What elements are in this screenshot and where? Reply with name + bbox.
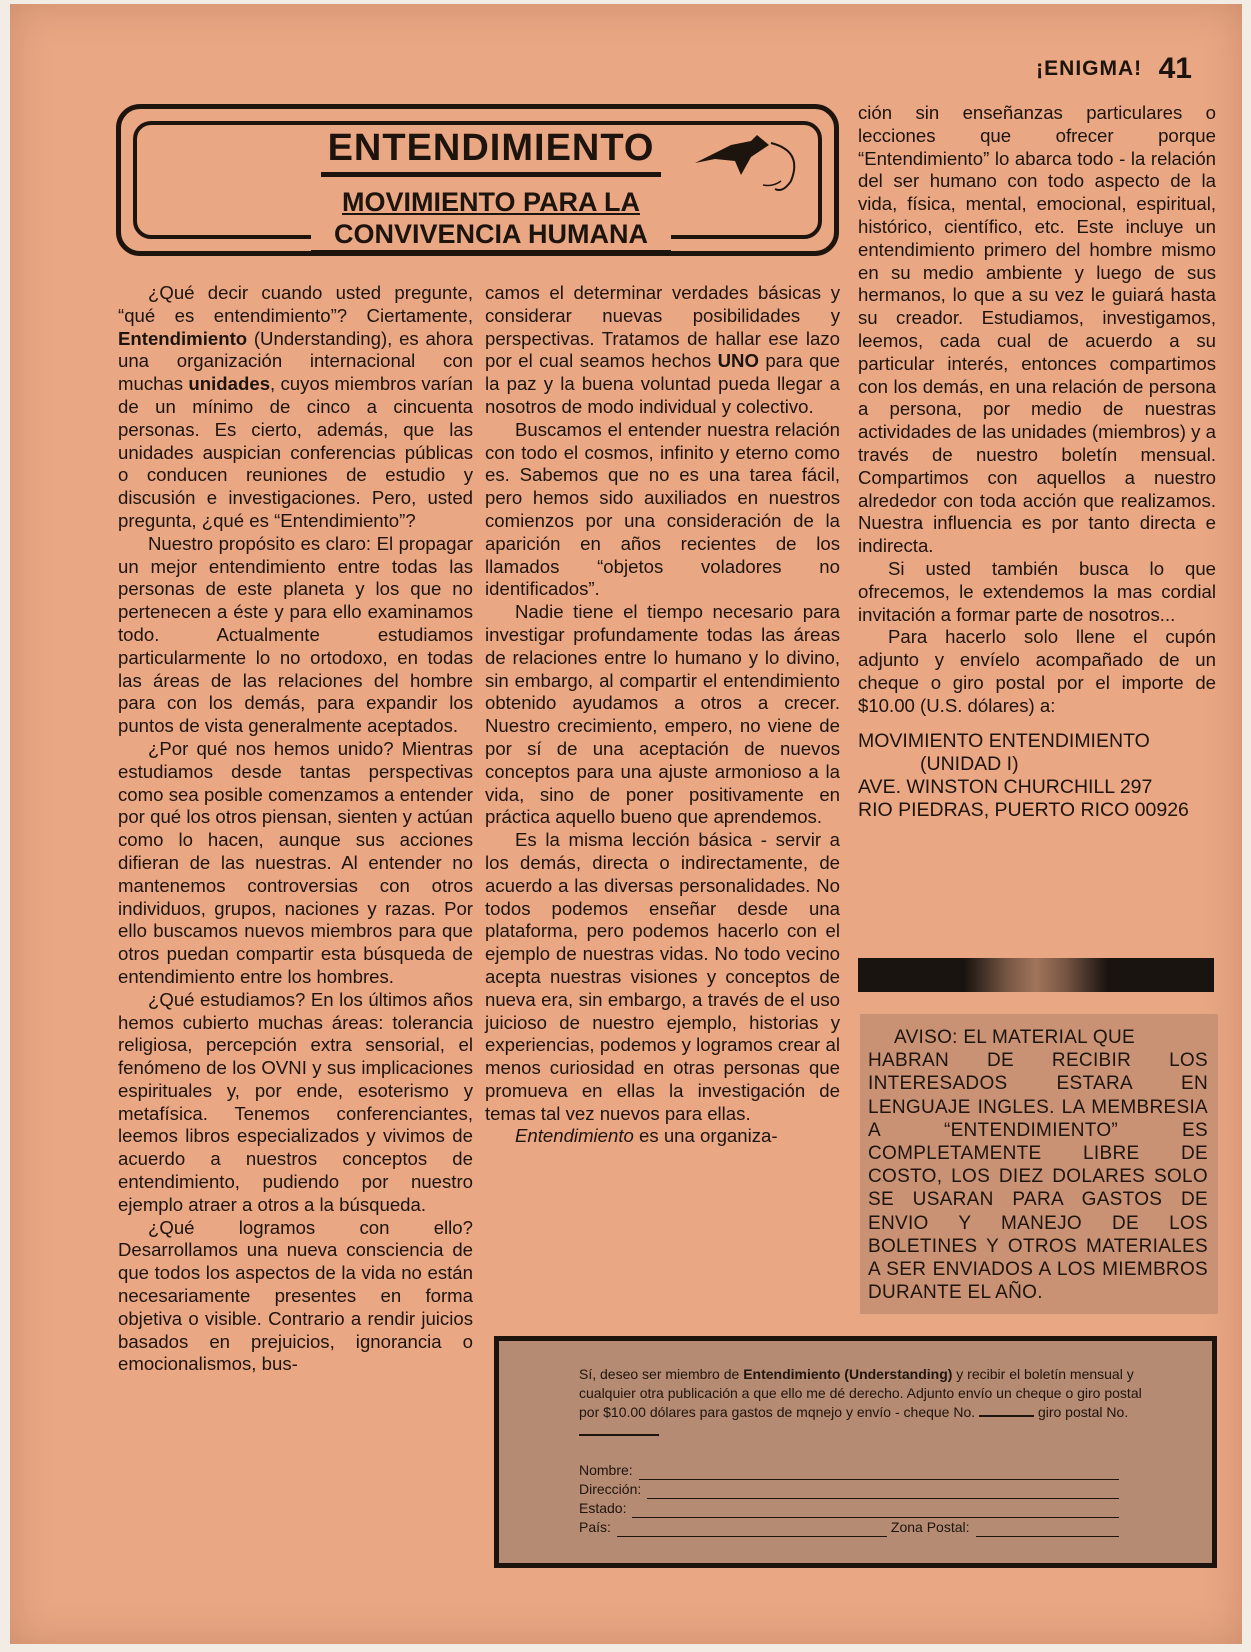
article-subtitle-line2: CONVIVENCIA HUMANA: [311, 219, 671, 254]
paragraph: ción sin enseñanzas particulares o lecciones que ofrecer porque “Entendimiento” lo abarca todo - la relación del ser humano con todo aspecto de la vida, física, mental, emocional, espiritual, histórico, científico, etc. Este incluye un entendimiento primero del hombre mismo en su medio ambiente y luego de sus hermanos, lo que a su vez le guiará hasta su creador. Estudiamos, investigamos, leemos, cada cual de acuerdo a su particular interés, entonces compartimos con los demás, en una relación de persona a persona, por medio de nuestras actividades de las unidades (miembros) y a través de nuestro boletín mensual. Compartimos con aquellos a nuestro alrededor con toda acción que realizamos. Nuestra influencia es por tanto directa e indirecta.: [858, 102, 1216, 557]
paragraph: ¿Qué estudiamos? En los últimos años hemos cubierto muchas áreas: tolerancia religiosa, percepción extra sensorial, el fenómeno de los OVNI y sus implicaciones espirituales y, por ende, esoterismo y metafísica. Tenemos conferenciantes, leemos libros especializados y vivimos de acuerdo a nuestros conceptos de entendimiento, pudiendo por nuestro ejemplo atraer a otros a la búsqueda.: [118, 988, 473, 1215]
magazine-name: ¡ENIGMA!: [1036, 57, 1143, 80]
coupon-text: Sí, deseo ser miembro de Entendimiento (Understanding) y recibir el boletín mensual y cualquier otra publicación a que ello me dé derecho. Adjunto envío un cheque o giro postal por $10.00 dólares para gastos de mqnejo y envío - cheque No. giro postal No.: [579, 1365, 1162, 1441]
postal-order-number-field[interactable]: [579, 1422, 659, 1436]
country-row: [579, 1518, 1119, 1537]
state-label: Estado:: [579, 1500, 627, 1516]
article-subtitle-line1: MOVIMIENTO PARA LA: [311, 187, 671, 218]
name-row: [579, 1461, 1119, 1480]
address-label: Dirección:: [579, 1481, 642, 1497]
notice-text: HABRAN DE RECIBIR LOS INTERESADOS ESTARA EN LENGUAJE INGLES. LA MEMBRESIA A “ENTENDIMIENTO” ES COMPLETAMENTE LIBRE DE COSTO, LOS DIEZ DOLARES SOLO SE USARAN PARA GASTOS DE ENVIO Y MANEJO DE LOS BOLETINES Y OTROS MATERIALES A SER ENVIADOS A LOS MIEMBROS DURANTE EL AÑO.: [868, 1050, 1208, 1304]
zip-field[interactable]: [976, 1522, 1119, 1537]
notice-first-line: AVISO: EL MATERIAL QUE: [894, 1027, 1135, 1048]
address-field[interactable]: [647, 1484, 1119, 1499]
zip-label: Zona Postal:: [890, 1519, 970, 1535]
country-label: País:: [579, 1519, 611, 1535]
name-field[interactable]: [639, 1465, 1119, 1480]
state-row: [579, 1499, 1119, 1518]
notice-box: [860, 1014, 1218, 1314]
magazine-page: [10, 4, 1242, 1644]
paragraph: ¿Qué logramos con ello? Desarrollamos una nueva consciencia de que todos los aspectos de la vida no están necesariamente presentes en forma objetiva o visible. Contrario a rendir juicios basados en prejuicios, ignorancia o emocionalismos, bus-: [118, 1216, 473, 1375]
mailing-address: [858, 730, 1216, 822]
paragraph: Nadie tiene el tiempo necesario para investigar profundamente todas las áreas de relaciones entre lo humano y lo divino, sin embargo, al compartir el entendimiento obtenido ayudamos a otros a crecer. Nuestro crecimiento, empero, no viene de por sí de una aceptación de nuevos conceptos para una ajuste armonioso a la vida, sino de poner positivamente en práctica aquello bueno que aprendemos.: [485, 601, 840, 828]
title-box: [116, 104, 839, 256]
state-field[interactable]: [632, 1503, 1119, 1518]
address-row: [579, 1480, 1119, 1499]
decorative-divider-bar: [858, 958, 1214, 992]
paragraph: ¿Qué decir cuando usted pregunte, “qué es entendimiento”? Ciertamente, Entendimiento (Understanding), es ahora una organización internacional con muchas unidades, cuyos miembros varían de un mínimo de cinco a cincuenta personas. Es cierto, además, que las unidades auspician conferencias públicas o conducen reuniones de estudio y discusión e investigaciones. Pero, usted pregunta, ¿qué es “Entendimiento”?: [118, 282, 473, 531]
bird-logo-icon: [691, 123, 811, 203]
membership-coupon: [494, 1336, 1217, 1568]
article-column-3: [858, 102, 1216, 822]
address-line: RIO PIEDRAS, PUERTO RICO 00926: [858, 798, 1189, 821]
coupon-form: [579, 1461, 1119, 1537]
article-column-2: [485, 282, 840, 1148]
page-number: 41: [1158, 52, 1192, 85]
article-title: ENTENDIMIENTO: [321, 127, 661, 177]
address-line: MOVIMIENTO ENTENDIMIENTO: [858, 729, 1150, 752]
address-line: AVE. WINSTON CHURCHILL 297: [858, 775, 1153, 798]
article-column-1: [118, 282, 473, 1376]
paragraph: Si usted también busca lo que ofrecemos, le extendemos la mas cordial invitación a formar parte de nosotros...: [858, 557, 1216, 625]
name-label: Nombre:: [579, 1462, 633, 1478]
cheque-number-field[interactable]: [979, 1403, 1034, 1417]
paragraph: Es la misma lección básica - servir a los demás, directa o indirectamente, de acuerdo a las diversas personalidades. No todos podemos enseñar desde una plataforma, pero podemos hacerlo con el ejemplo de nuestras vidas. No todo vecino acepta nuestras visiones y conceptos de nueva era, sin embargo, a través de el uso juicioso de nuestro ejemplo, historias y experiencias, podemos y logramos crear al menos curiosidad en otras personas que promueva en ellas la investigación de temas tal vez nuevos para ellas.: [485, 829, 840, 1124]
paragraph: Entendimiento es una organiza-: [515, 1125, 778, 1147]
address-line: (UNIDAD I): [920, 752, 1019, 775]
country-field[interactable]: [617, 1522, 887, 1537]
paragraph: Buscamos el entender nuestra relación con todo el cosmos, infinito y eterno como es. Sabemos que no es una tarea fácil, pero hemos sido auxiliados en nuestros comienzos por una consideración de la aparición en años recientes de los llamados “objetos voladores no identificados”.: [485, 418, 840, 600]
paragraph: Para hacerlo solo llene el cupón adjunto y envíelo acompañado de un cheque o giro postal por el importe de $10.00 (U.S. dólares) a:: [858, 626, 1216, 716]
paragraph: ¿Por qué nos hemos unido? Mientras estudiamos desde tantas perspectivas como sea posible comenzamos a entender por qué los otros piensan, sienten y actúan como lo hacen, aunque sus acciones difieran de las nuestras. Al entender no mantenemos controversias con otros individuos, grupos, naciones y razas. Por ello buscamos nuevos miembros para que otros puedan compartir esta búsqueda de entendimiento entre los hombres.: [118, 737, 473, 987]
paragraph: camos el determinar verdades básicas y considerar nuevas posibilidades y perspectivas. Tratamos de hallar ese lazo por el cual seamos hechos UNO para que la paz y la buena voluntad pueda llegar a nosotros de modo individual y colectivo.: [485, 282, 840, 417]
paragraph: Nuestro propósito es claro: El propagar un mejor entendimiento entre todas las personas de este planeta y los que no pertenecen a éste y para ello examinamos todo. Actualmente estudiamos particularmente lo no ortodoxo, en todas las áreas de las relaciones del hombre para con los demás, para expandir los puntos de vista generalmente aceptados.: [118, 532, 473, 737]
page-header: [1036, 52, 1192, 86]
